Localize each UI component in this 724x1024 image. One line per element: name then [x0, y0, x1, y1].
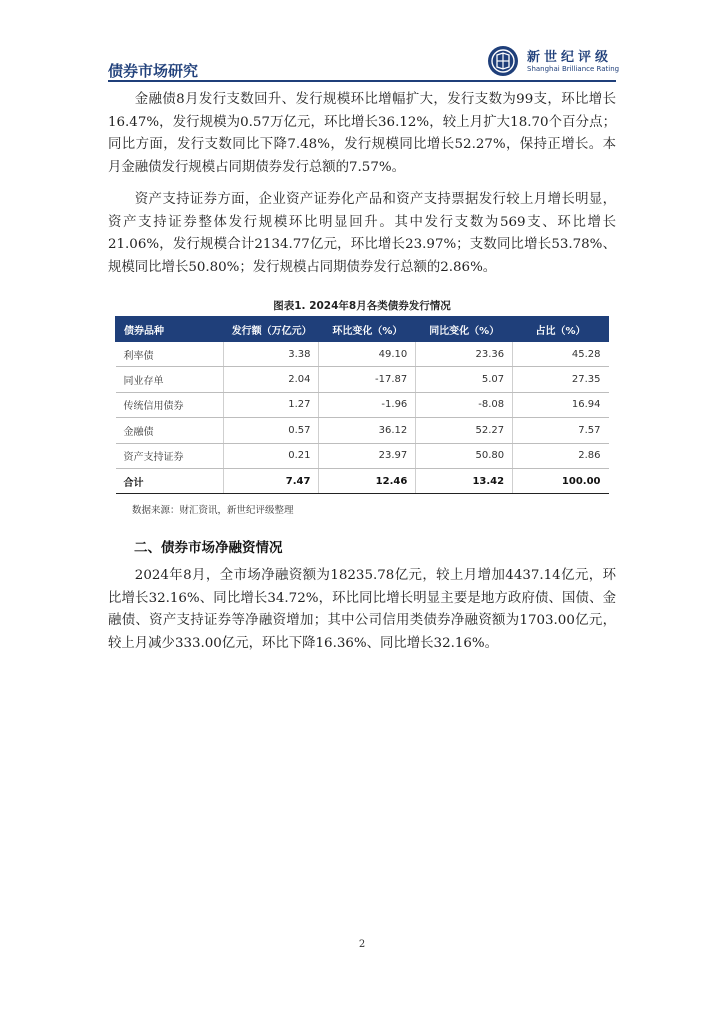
table-cell: 传统信用债券 — [116, 392, 224, 417]
logo-english-name: Shanghai Brilliance Rating — [527, 65, 620, 73]
column-header-yoy-change: 同比变化（%） — [416, 317, 513, 342]
data-source-note: 数据来源：财汇资讯，新世纪评级整理 — [132, 505, 294, 516]
table-cell: 36.12 — [319, 418, 416, 443]
table-cell: 23.97 — [319, 443, 416, 468]
table-cell: 27.35 — [513, 367, 609, 392]
table-caption: 图表1. 2024年8月各类债券发行情况 — [273, 300, 451, 312]
report-header-title: 债券市场研究 — [108, 62, 199, 80]
table-cell: 7.47 — [223, 468, 319, 493]
table-cell: -8.08 — [416, 392, 513, 417]
logo-chinese-name: 新世纪评级 — [527, 50, 613, 65]
table-cell: 100.00 — [513, 468, 609, 493]
header-divider — [108, 80, 616, 82]
table-cell: 49.10 — [319, 342, 416, 367]
table-cell: 2.04 — [223, 367, 319, 392]
column-header-share: 占比（%） — [513, 317, 609, 342]
page-number: 2 — [358, 939, 366, 950]
section-heading: 二、债券市场净融资情况 — [134, 540, 283, 556]
table-header-row — [116, 317, 609, 342]
financial-bond-paragraph: 金融债8月发行支数回升、发行规模环比增幅扩大，发行支数为99支，环比增长16.47%，发行规模为0.57万亿元，环比增长36.12%，较上月扩大18.70个百分点；同比方面，发行支数同比下降7.48%，发行规模同比增长52.27%，保持正增长。本月金融债发行规模占同期债券发行总额的7.57%。 — [108, 92, 616, 175]
table-cell: 0.57 — [223, 418, 319, 443]
bond-issuance-table — [115, 316, 609, 494]
table-row — [116, 443, 609, 468]
table-cell: 1.27 — [223, 392, 319, 417]
table-cell: 23.36 — [416, 342, 513, 367]
table-cell: 50.80 — [416, 443, 513, 468]
table-cell: 同业存单 — [116, 367, 224, 392]
table-cell: 13.42 — [416, 468, 513, 493]
table-cell: -17.87 — [319, 367, 416, 392]
table-row — [116, 418, 609, 443]
brilliance-rating-logo — [487, 44, 620, 78]
table-cell: 45.28 — [513, 342, 609, 367]
table-row — [116, 342, 609, 367]
column-header-issuance: 发行额（万亿元） — [223, 317, 319, 342]
table-cell: 金融债 — [116, 418, 224, 443]
table-cell: 利率债 — [116, 342, 224, 367]
table-cell: 合计 — [116, 468, 224, 493]
table-cell: 52.27 — [416, 418, 513, 443]
table-total-row — [116, 468, 609, 493]
table-row — [116, 367, 609, 392]
table-row — [116, 392, 609, 417]
net-financing-paragraph: 2024年8月，全市场净融资额为18235.78亿元，较上月增加4437.14亿元，环比增长32.16%、同比增长34.72%，环比同比增长明显主要是地方政府债、国债、金融债、资产支持证券等净融资增加；其中公司信用类债券净融资额为1703.00亿元，较上月减少333.00亿元，环比下降16.36%、同比增长32.16%。 — [108, 568, 616, 651]
table-cell: 2.86 — [513, 443, 609, 468]
table-cell: 0.21 — [223, 443, 319, 468]
table-cell: 资产支持证券 — [116, 443, 224, 468]
abs-paragraph: 资产支持证券方面，企业资产证券化产品和资产支持票据发行较上月增长明显，资产支持证券整体发行规模环比明显回升。其中发行支数为569支、环比增长21.06%，发行规模合计2134.77亿元，环比增长23.97%；支数同比增长53.78%、规模同比增长50.80%；发行规模占同期债券发行总额的2.86%。 — [108, 192, 616, 275]
table-cell: 12.46 — [319, 468, 416, 493]
table-cell: -1.96 — [319, 392, 416, 417]
column-header-bond-type: 债券品种 — [116, 317, 224, 342]
table-cell: 3.38 — [223, 342, 319, 367]
table-cell: 5.07 — [416, 367, 513, 392]
table-cell: 16.94 — [513, 392, 609, 417]
logo-emblem-icon — [487, 45, 519, 77]
table-cell: 7.57 — [513, 418, 609, 443]
column-header-mom-change: 环比变化（%） — [319, 317, 416, 342]
